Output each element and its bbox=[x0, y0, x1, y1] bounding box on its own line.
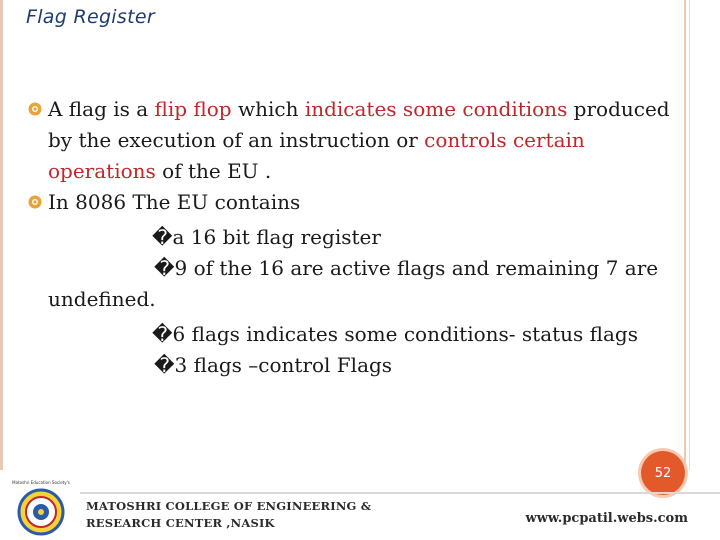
sub-item-flag-register bbox=[26, 222, 686, 253]
highlight-controls: controls certain bbox=[424, 128, 585, 152]
footer-divider bbox=[80, 492, 720, 494]
sub-item-text: a 16 bit flag register bbox=[172, 225, 381, 249]
sub-marker-glyph: � bbox=[154, 353, 175, 377]
right-decorative-rule-inner bbox=[689, 0, 690, 470]
highlight-flip-flop: flip flop bbox=[154, 97, 232, 121]
sun-bullet-icon bbox=[28, 102, 42, 116]
college-logo bbox=[10, 478, 72, 538]
college-name-line2: RESEARCH CENTER ,NASIK bbox=[86, 516, 275, 530]
bullet-item-eu-contains bbox=[26, 187, 686, 218]
logo-caption: Matoshri Education Society's bbox=[12, 480, 70, 485]
bullet-item-flag-definition bbox=[26, 94, 686, 187]
bullet-text: A flag is a bbox=[48, 97, 155, 121]
highlight-conditions: indicates some conditions bbox=[304, 97, 568, 121]
sun-bullet-icon bbox=[28, 195, 42, 209]
sub-item-control-flags bbox=[26, 350, 686, 381]
bullet-text: by the execution of an instruction or bbox=[48, 128, 425, 152]
website-link[interactable]: www.pcpatil.webs.com bbox=[525, 511, 688, 526]
college-name-line1: MATOSHRI COLLEGE OF ENGINEERING & bbox=[86, 499, 372, 513]
college-name bbox=[86, 498, 371, 532]
bullet-text: which bbox=[231, 97, 305, 121]
highlight-operations: operations bbox=[48, 159, 156, 183]
sub-marker-glyph: � bbox=[152, 225, 173, 249]
bullet-text: of the EU . bbox=[155, 159, 272, 183]
slide-title: Flag Register bbox=[26, 6, 155, 28]
left-decorative-rule bbox=[0, 0, 3, 470]
sub-item-continuation: undefined. bbox=[48, 287, 156, 311]
bullet-text: In 8086 The EU contains bbox=[48, 190, 301, 214]
sub-marker-glyph: � bbox=[154, 256, 175, 280]
slide-body bbox=[26, 94, 686, 381]
sub-marker-glyph: � bbox=[152, 322, 173, 346]
sub-item-active-flags bbox=[26, 253, 686, 284]
sub-item-text: 6 flags indicates some conditions- status flags bbox=[172, 322, 638, 346]
sub-item-text: 9 of the 16 are active flags and remaining 7 are bbox=[174, 256, 659, 280]
sub-item-status-flags bbox=[26, 319, 686, 350]
bullet-text: produced bbox=[567, 97, 670, 121]
sub-item-text: 3 flags –control Flags bbox=[174, 353, 393, 377]
page-number-badge: 52 bbox=[641, 451, 685, 495]
